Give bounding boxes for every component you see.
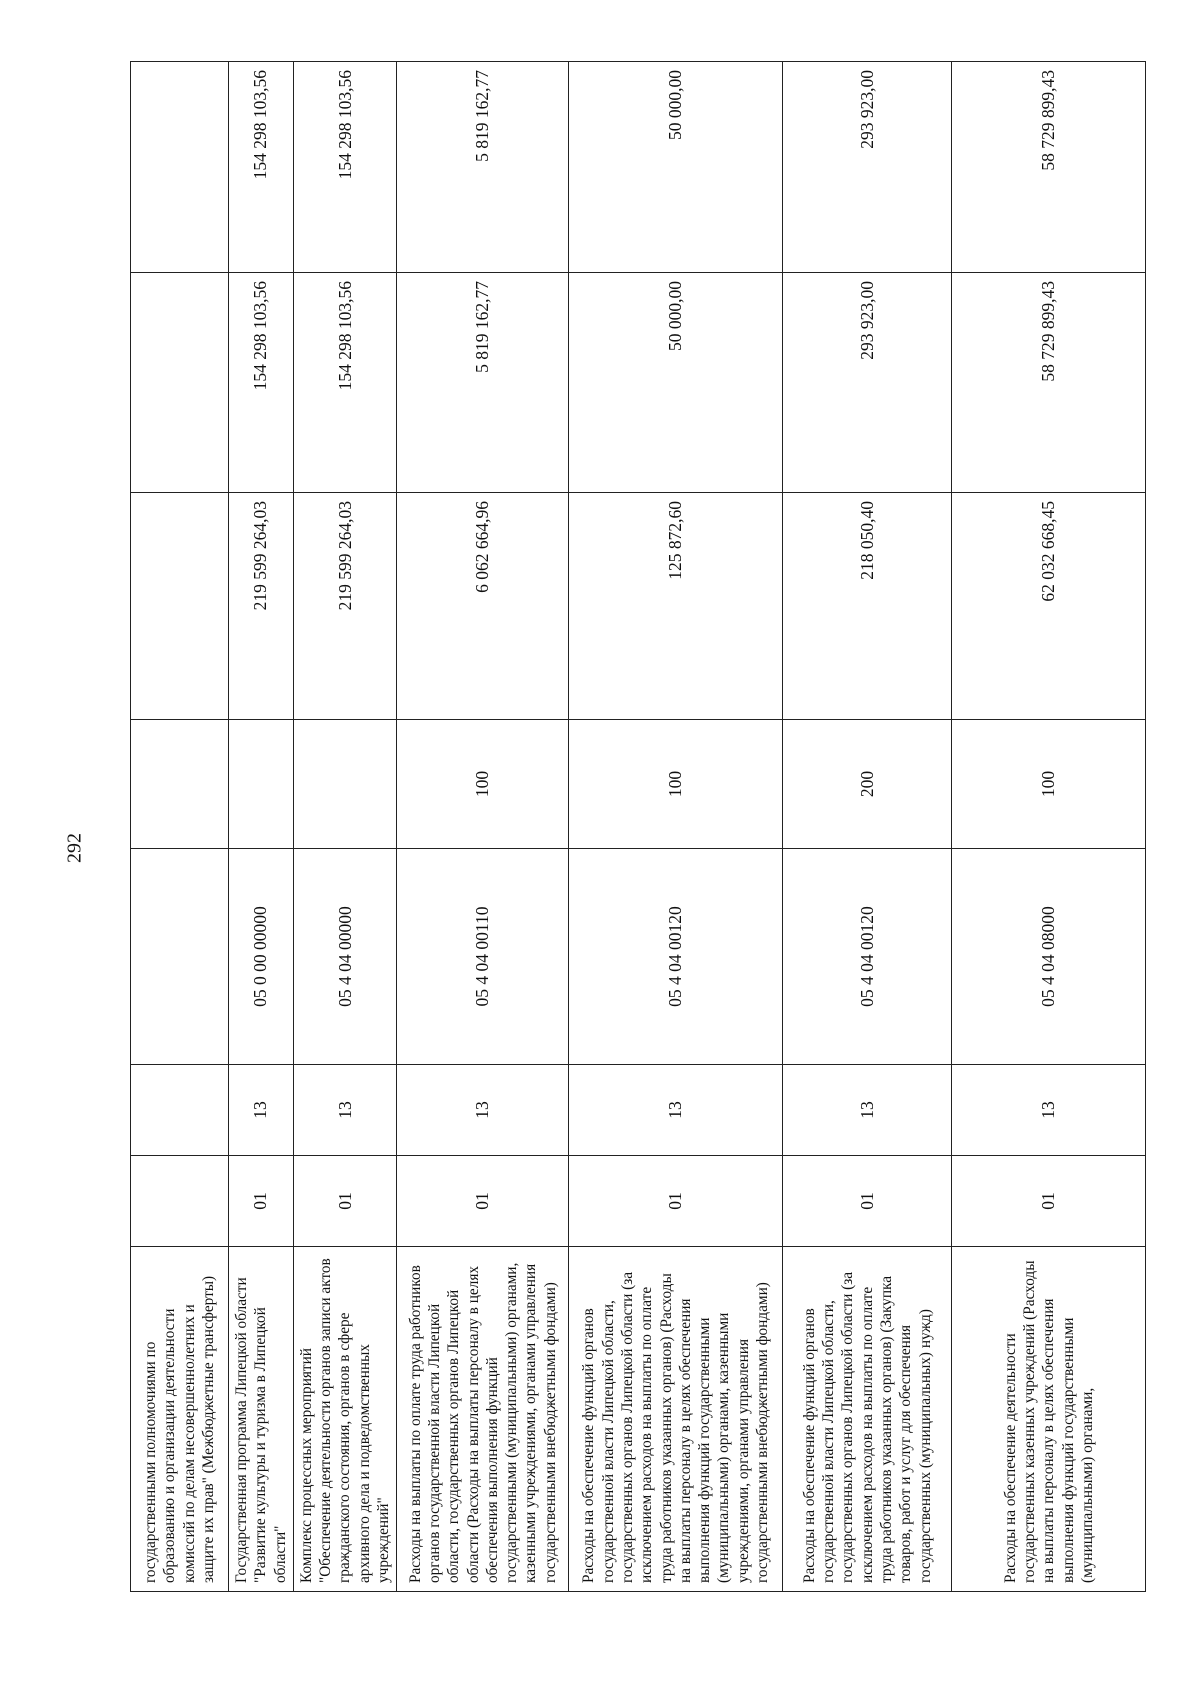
row-name-cell: Расходы на обеспечение функций органов государственной власти Липецкой области, государственных органов Липецкой области (за исключением расходов на выплаты по оплате труда работников указанных органов) (Расходы на выплаты персоналу в целях обеспечения выполнения функций государственными (муниципальными) органами, казенными учреждениями, органами управления государственными внебюджетными фондами) [569, 1247, 783, 1592]
amount-cell-2: 154 298 103,56 [229, 273, 294, 493]
amount-cell-3: 293 923,00 [783, 62, 952, 273]
podrazdel-cell: 13 [569, 1065, 783, 1156]
podrazdel-cell [131, 1065, 229, 1156]
expense-type-cell [293, 720, 396, 849]
amount-cell-3: 50 000,00 [569, 62, 783, 273]
row-name-cell: Комплекс процессных мероприятий "Обеспечение деятельности органов записи актов гражданского состояния, органов в сфере архивного дела и подведомственных учреждений" [293, 1247, 396, 1592]
razdel-cell: 01 [229, 1156, 294, 1247]
target-article-cell: 05 4 04 00120 [783, 849, 952, 1065]
razdel-cell: 01 [569, 1156, 783, 1247]
row-name-cell: Расходы на обеспечение деятельности государственных казенных учреждений (Расходы на выплаты персоналу в целях обеспечения выполнения функций государственными (муниципальными) органами, [952, 1247, 1146, 1592]
amount-cell-3: 154 298 103,56 [293, 62, 396, 273]
target-article-cell: 05 0 00 00000 [229, 849, 294, 1065]
podrazdel-cell: 13 [293, 1065, 396, 1156]
expense-type-cell [229, 720, 294, 849]
expense-type-cell: 200 [783, 720, 952, 849]
amount-cell-2: 293 923,00 [783, 273, 952, 493]
page-number: 292 [63, 833, 86, 863]
amount-cell-1: 62 032 668,45 [952, 493, 1146, 720]
target-article-cell: 05 4 04 00120 [569, 849, 783, 1065]
row-name-cell: государственными полномочиями по образованию и организации деятельности комиссий по делам несовершеннолетних и защите их прав" (Межбюджетные трансферты) [131, 1247, 229, 1592]
amount-cell-1: 218 050,40 [783, 493, 952, 720]
expense-type-cell: 100 [397, 720, 569, 849]
table-row [131, 62, 229, 1592]
expense-type-cell: 100 [569, 720, 783, 849]
amount-cell-1 [131, 493, 229, 720]
target-article-cell [131, 849, 229, 1065]
podrazdel-cell: 13 [952, 1065, 1146, 1156]
razdel-cell [131, 1156, 229, 1247]
amount-cell-1: 125 872,60 [569, 493, 783, 720]
row-name-cell: Расходы на обеспечение функций органов государственной власти Липецкой области, государственных органов Липецкой области (за исключением расходов на выплаты по оплате труда работников указанных органов) (Закупка товаров, работ и услуг для обеспечения государственных (муниципальных) нужд) [783, 1247, 952, 1592]
amount-cell-3 [131, 62, 229, 273]
target-article-cell: 05 4 04 00000 [293, 849, 396, 1065]
target-article-cell: 05 4 04 08000 [952, 849, 1146, 1065]
razdel-cell: 01 [952, 1156, 1146, 1247]
table-row [952, 62, 1146, 1592]
amount-cell-3: 58 729 899,43 [952, 62, 1146, 273]
table-row [783, 62, 952, 1592]
row-name-cell: Расходы на выплаты по оплате труда работников органов государственной власти Липецкой области, государственных органов Липецкой области (Расходы на выплаты персоналу в целях обеспечения выполнения функций государственными (муниципальными) органами, казенными учреждениями, органами управления государственными внебюджетными фондами) [397, 1247, 569, 1592]
razdel-cell: 01 [783, 1156, 952, 1247]
amount-cell-2: 154 298 103,56 [293, 273, 396, 493]
amount-cell-3: 154 298 103,56 [229, 62, 294, 273]
amount-cell-1: 219 599 264,03 [229, 493, 294, 720]
expense-type-cell: 100 [952, 720, 1146, 849]
budget-table-wrapper [130, 62, 1125, 1592]
table-row [229, 62, 294, 1592]
budget-table [130, 61, 1146, 1592]
razdel-cell: 01 [397, 1156, 569, 1247]
amount-cell-2: 58 729 899,43 [952, 273, 1146, 493]
expense-type-cell [131, 720, 229, 849]
table-row [397, 62, 569, 1592]
amount-cell-1: 219 599 264,03 [293, 493, 396, 720]
podrazdel-cell: 13 [397, 1065, 569, 1156]
amount-cell-2: 5 819 162,77 [397, 273, 569, 493]
amount-cell-2: 50 000,00 [569, 273, 783, 493]
amount-cell-2 [131, 273, 229, 493]
table-row [569, 62, 783, 1592]
amount-cell-3: 5 819 162,77 [397, 62, 569, 273]
podrazdel-cell: 13 [229, 1065, 294, 1156]
razdel-cell: 01 [293, 1156, 396, 1247]
table-row [293, 62, 396, 1592]
amount-cell-1: 6 062 664,96 [397, 493, 569, 720]
target-article-cell: 05 4 04 00110 [397, 849, 569, 1065]
row-name-cell: Государственная программа Липецкой области "Развитие культуры и туризма в Липецкой области" [229, 1247, 294, 1592]
podrazdel-cell: 13 [783, 1065, 952, 1156]
